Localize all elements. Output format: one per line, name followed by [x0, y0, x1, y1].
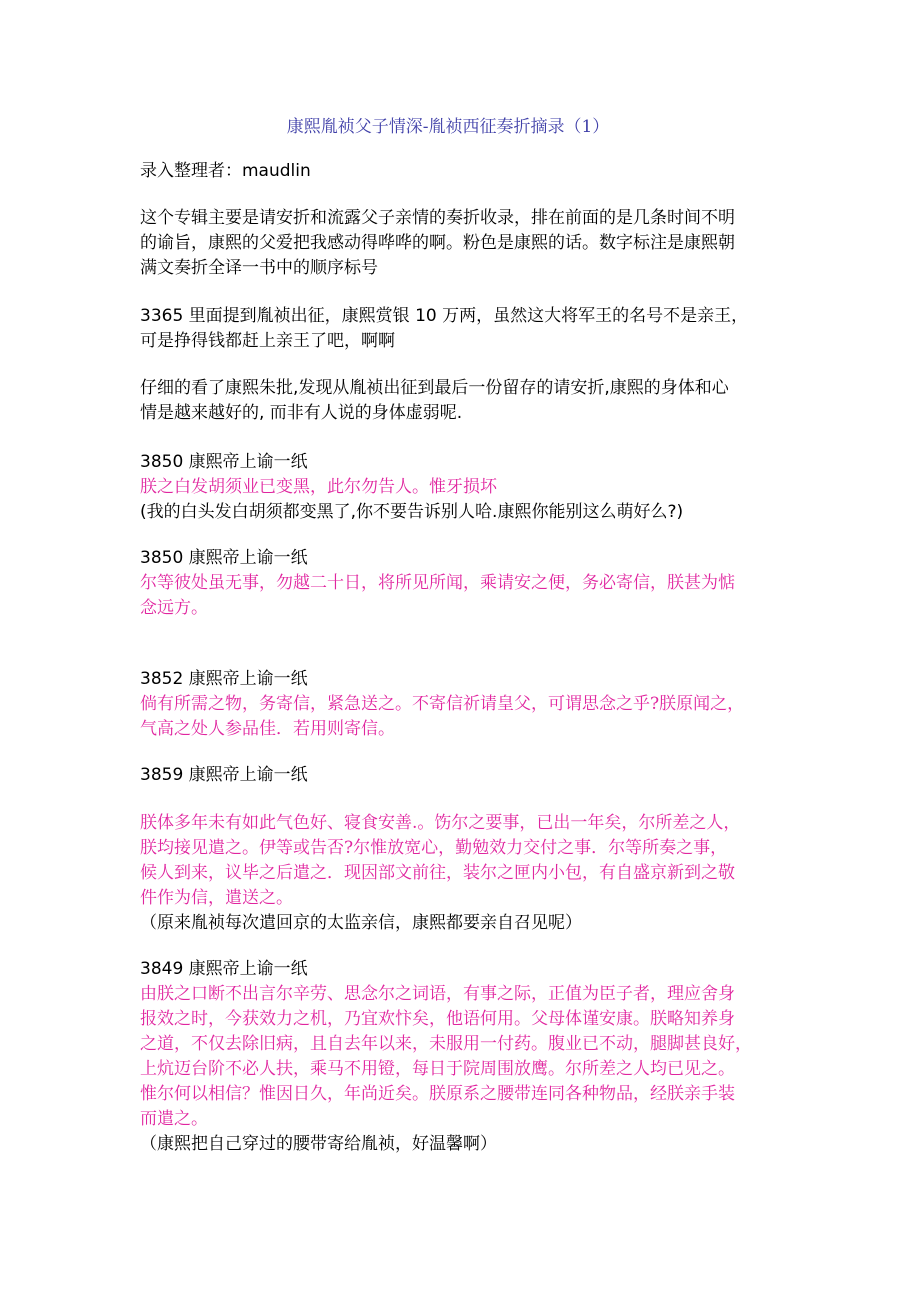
kangxi-quote-line: 气高之处人参品佳．若用则寄信。 [140, 719, 395, 739]
document-title: 康熙胤祯父子情深-胤祯西征奏折摘录（1） [286, 117, 610, 137]
comment-line: （原来胤祯每次遣回京的太监亲信，康熙都要亲自召见呢） [140, 913, 582, 933]
intro-paragraph [140, 206, 788, 281]
paragraph-3365 [140, 304, 788, 354]
kangxi-quote-line: 上炕迈台阶不必人扶，乘马不用镫，每日于院周围放鹰。尔所差之人均已见之。 [140, 1059, 735, 1079]
kangxi-quote-line: 报效之时，今获效力之机，乃宜欢忭矣，他语何用。父母体谨安康。朕略知养身 [140, 1009, 735, 1029]
paragraph-line: 可是挣得钱都赶上亲王了吧，啊啊 [140, 331, 395, 351]
kangxi-quote-line: 而遣之。 [140, 1109, 208, 1129]
kangxi-quote-line: 倘有所需之物，务寄信，紧急送之。不寄信祈请皇父，可谓思念之乎?朕原闻之， [140, 694, 745, 714]
kangxi-quote-line: 由朕之口断不出言尔辛劳、思念尔之词语，有事之际，正值为臣子者，理应舍身 [140, 984, 735, 1004]
author-line [140, 159, 788, 184]
intro-line: 的谕旨，康熙的父爱把我感动得哗哗的啊。粉色是康熙的话。数字标注是康熙朝 [140, 233, 735, 253]
edict-heading: 3859 康熙帝上谕一纸 [140, 765, 308, 785]
paragraph-line: 情是越来越好的, 而非有人说的身体虚弱呢. [140, 403, 463, 423]
kangxi-quote-line: 之道，不仅去除旧病，且自去年以来，未服用一付药。腹业已不动，腿脚甚良好， [140, 1034, 752, 1054]
kangxi-quote-line: 念远方。 [140, 598, 208, 618]
author-line-text: 录入整理者：maudlin [140, 161, 311, 181]
edict-entry [140, 667, 788, 742]
edict-heading: 3850 康熙帝上谕一纸 [140, 548, 308, 568]
kangxi-quote-line: 件作为信，遣送之。 [140, 888, 293, 908]
paragraph-line: 3365 里面提到胤祯出征，康熙赏银 10 万两，虽然这大将军王的名号不是亲王， [140, 306, 749, 326]
kangxi-quote-line: 候人到来，议毕之后遣之．现因部文前往，装尔之匣内小包，有自盛京新到之敬 [140, 863, 735, 883]
paragraph-line: 仔细的看了康熙朱批,发现从胤祯出征到最后一份留存的请安折,康熙的身体和心 [140, 378, 729, 398]
edict-entry-body [140, 811, 788, 936]
edict-entry [140, 450, 788, 525]
edict-entry [140, 546, 788, 621]
kangxi-quote-line: 尔等彼处虽无事，勿越二十日，将所见所闻，乘请安之便，务必寄信，朕甚为惦 [140, 573, 735, 593]
kangxi-quote-line: 朕体多年未有如此气色好、寝食安善.。饬尔之要事，已出一年矣，尔所差之人， [140, 813, 741, 833]
edict-heading: 3849 康熙帝上谕一纸 [140, 959, 308, 979]
intro-line: 这个专辑主要是请安折和流露父子亲情的奏折收录，排在前面的是几条时间不明 [140, 208, 735, 228]
edict-entry [140, 957, 788, 1157]
kangxi-quote-line: 朕之白发胡须业已变黑，此尔勿告人。惟牙损坏 [140, 477, 497, 497]
comment-line: (我的白头发白胡须都变黑了,你不要告诉别人哈.康熙你能别这么萌好么?) [140, 502, 684, 522]
kangxi-quote-line: 朕均接见遣之。伊等或告否?尔惟放宽心，勤勉效力交付之事．尔等所奏之事， [140, 838, 728, 858]
intro-line: 满文奏折全译一书中的顺序标号 [140, 258, 378, 278]
paragraph-zhupi [140, 376, 788, 426]
edict-heading: 3852 康熙帝上谕一纸 [140, 669, 308, 689]
edict-heading: 3850 康熙帝上谕一纸 [140, 452, 308, 472]
comment-line: （康熙把自己穿过的腰带寄给胤祯，好温馨啊） [140, 1134, 497, 1154]
edict-entry [140, 763, 788, 788]
kangxi-quote-line: 惟尔何以相信？惟因日久，年尚近矣。朕原系之腰带连同各种物品，经朕亲手装 [140, 1084, 735, 1104]
